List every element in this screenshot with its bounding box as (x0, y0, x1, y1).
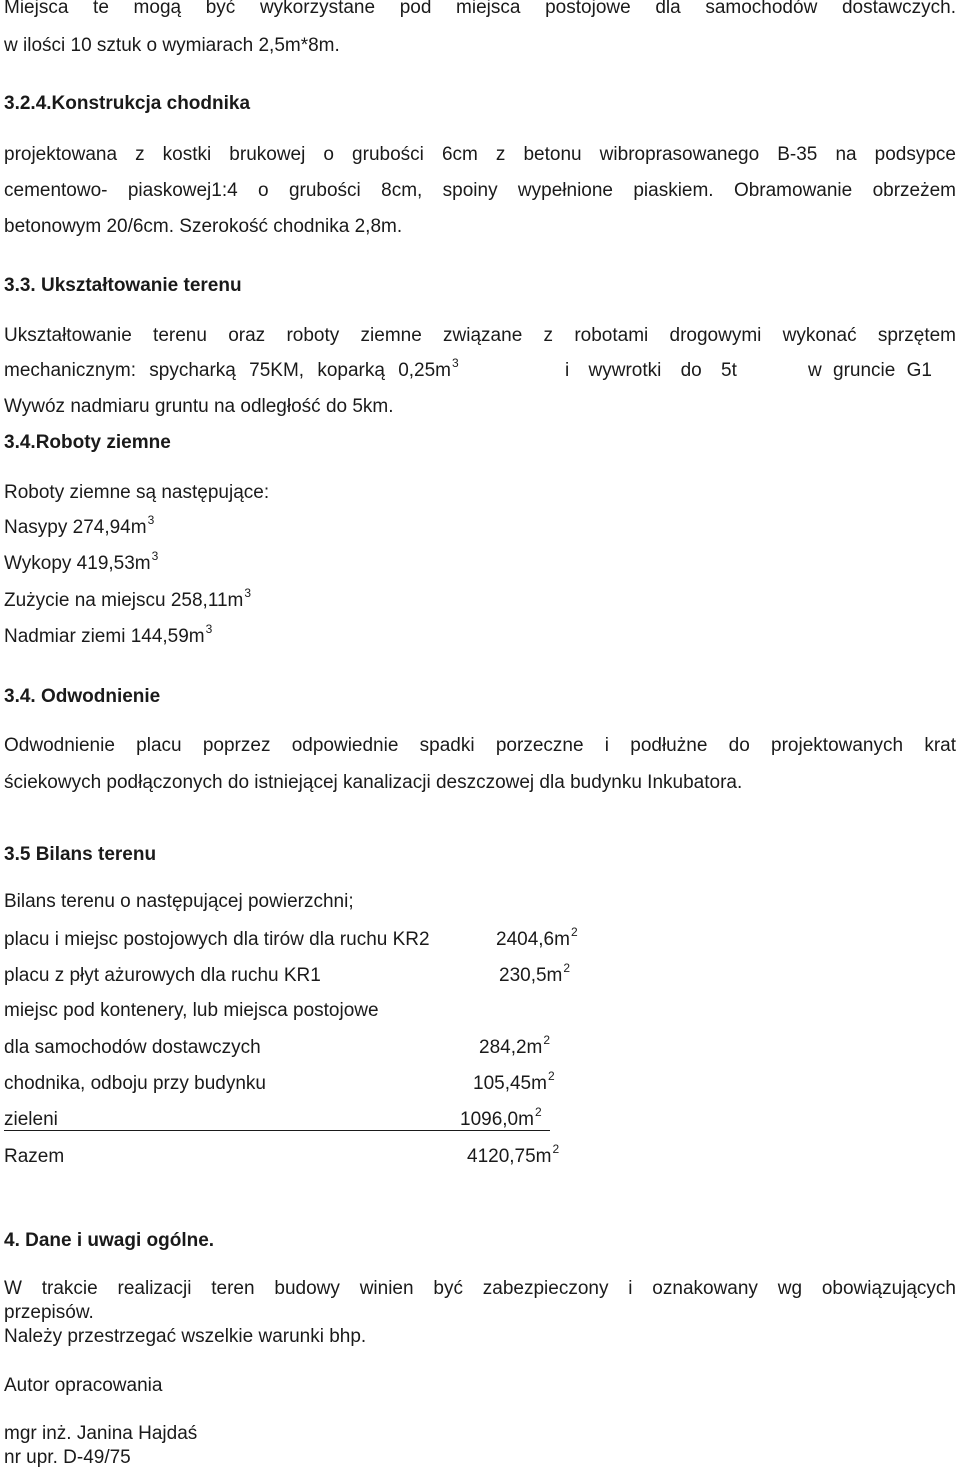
author-label: Autor opracowania (4, 1375, 163, 1396)
general-line-2: przepisów. (4, 1302, 94, 1323)
terrain-line-2-c: w gruncie G1 (808, 360, 932, 381)
balance-row-value: $230,5m^2$ (499, 961, 571, 986)
balance-row-label: placu i miejsc postojowych dla tirów dla ruchu KR2 (4, 929, 430, 950)
earthworks-item: Nasypy $274,94m^3$ (4, 513, 155, 538)
sidewalk-line-2: cementowo- piaskowej1:4 o grubości 8cm, spoiny wypełnione piaskiem. Obramowanie obrzeżem (4, 180, 956, 201)
balance-row-label: miejsc pod kontenery, lub miejsca postojowe (4, 1000, 379, 1021)
balance-row-value: $2404,6m^2$ (496, 925, 578, 950)
sidewalk-line-1: projektowana z kostki brukowej o grubości 6cm z betonu wibroprasowanego B-35 na podsypce (4, 144, 956, 165)
earthworks-item: Zużycie na miejscu $258,11m^3$ (4, 586, 252, 611)
earthworks-item: Wykopy $419,53m^3$ (4, 549, 159, 574)
intro-line-2: w ilości 10 sztuk o wymiarach 2,5m*8m. (4, 35, 340, 56)
sidewalk-line-3: betonowym 20/6cm. Szerokość chodnika 2,8m. (4, 216, 403, 237)
balance-total-value: $4120,75m^2$ (467, 1142, 560, 1167)
earthworks-heading: 3.4.Roboty ziemne (4, 432, 171, 453)
balance-row-value: $105,45m^2$ (473, 1069, 555, 1094)
terrain-line-2-b: i wywrotki do 5t (565, 360, 737, 381)
earthworks-intro: Roboty ziemne są następujące: (4, 482, 270, 503)
drainage-heading: 3.4. Odwodnienie (4, 686, 161, 707)
sidewalk-heading: 3.2.4.Konstrukcja chodnika (4, 93, 251, 114)
drainage-line-1: Odwodnienie placu poprzez odpowiednie spadki porzeczne i podłużne do projektowanych krat (4, 735, 956, 756)
terrain-line-3: Wywóz nadmiaru gruntu na odległość do 5km. (4, 396, 394, 417)
intro-line-1: Miejsca te mogą być wykorzystane pod miejsca postojowe dla samochodów dostawczych. (4, 0, 956, 18)
balance-row-label: chodnika, odboju przy budynku (4, 1073, 266, 1094)
balance-row-label: zieleni (4, 1109, 58, 1130)
terrain-line-2-a: mechanicznym: spycharką 75KM, koparką 0,25m (4, 360, 452, 381)
terrain-line-1: Ukształtowanie terenu oraz roboty ziemne związane z robotami drogowymi wykonać sprzętem (4, 325, 956, 346)
earthworks-item: Nadmiar ziemi $144,59m^3$ (4, 622, 213, 647)
superscript: 3 (452, 356, 459, 370)
sum-underline (4, 1130, 550, 1131)
general-line-3: Należy przestrzegać wszelkie warunki bhp. (4, 1326, 367, 1347)
balance-row-value: $284,2m^2$ (479, 1033, 551, 1058)
terrain-line-2 (4, 356, 960, 383)
author-name: mgr inż. Janina Hajdaś (4, 1423, 198, 1444)
balance-heading: 3.5 Bilans terenu (4, 844, 157, 865)
balance-intro: Bilans terenu o następującej powierzchni; (4, 891, 354, 912)
balance-row-label: placu z płyt ażurowych dla ruchu KR1 (4, 965, 321, 986)
balance-total-label: Razem (4, 1146, 65, 1167)
general-heading: 4. Dane i uwagi ogólne. (4, 1230, 215, 1251)
terrain-heading: 3.3. Ukształtowanie terenu (4, 275, 242, 296)
balance-row-label: dla samochodów dostawczych (4, 1037, 261, 1058)
balance-row-value: $1096,0m^2$ (460, 1105, 542, 1130)
general-line-1: W trakcie realizacji teren budowy winien być zabezpieczony i oznakowany wg obowiązujących (4, 1278, 956, 1299)
author-license: nr upr. D-49/75 (4, 1447, 131, 1468)
drainage-line-2: ściekowych podłączonych do istniejącej kanalizacji deszczowej dla budynku Inkubatora. (4, 772, 743, 793)
